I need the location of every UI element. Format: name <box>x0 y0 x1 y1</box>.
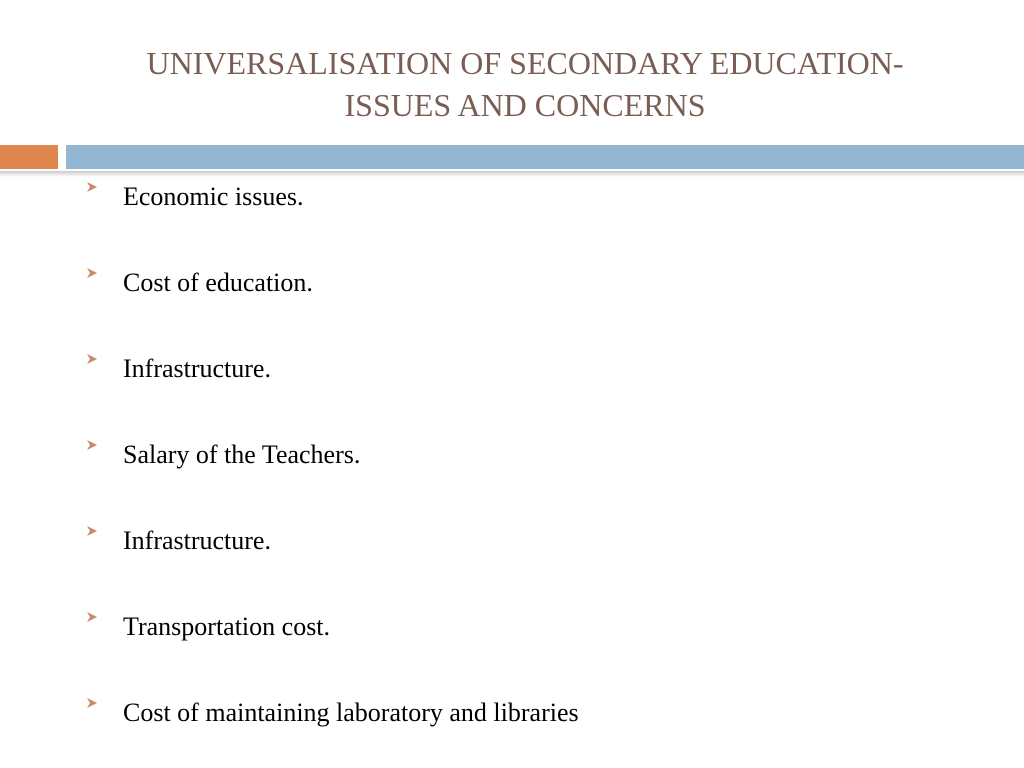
bullet-text: Infrastructure. <box>123 354 271 383</box>
arrowhead-bullet-icon <box>86 525 98 537</box>
arrowhead-bullet-icon <box>86 611 98 623</box>
arrowhead-bullet-icon <box>86 267 98 279</box>
slide-title-line-2: ISSUES AND CONCERNS <box>344 87 706 123</box>
accent-bar-blue <box>66 145 1024 169</box>
accent-bar-shadow <box>0 171 1024 177</box>
arrowhead-bullet-icon <box>86 353 98 365</box>
slide-title-line-1: UNIVERSALISATION OF SECONDARY EDUCATION- <box>146 45 904 81</box>
arrowhead-bullet-icon <box>86 439 98 451</box>
accent-bar-orange <box>0 145 58 169</box>
arrowhead-bullet-icon <box>86 181 98 193</box>
bullet-text: Cost of education. <box>123 268 313 297</box>
bullet-text: Transportation cost. <box>123 612 331 641</box>
bullet-text: Infrastructure. <box>123 526 271 555</box>
bullet-text: Cost of maintaining laboratory and libraries <box>123 698 579 727</box>
slide-title <box>60 42 990 126</box>
arrowhead-bullet-icon <box>86 697 98 709</box>
bullet-text: Economic issues. <box>123 182 304 211</box>
bullet-text: Salary of the Teachers. <box>123 440 361 469</box>
